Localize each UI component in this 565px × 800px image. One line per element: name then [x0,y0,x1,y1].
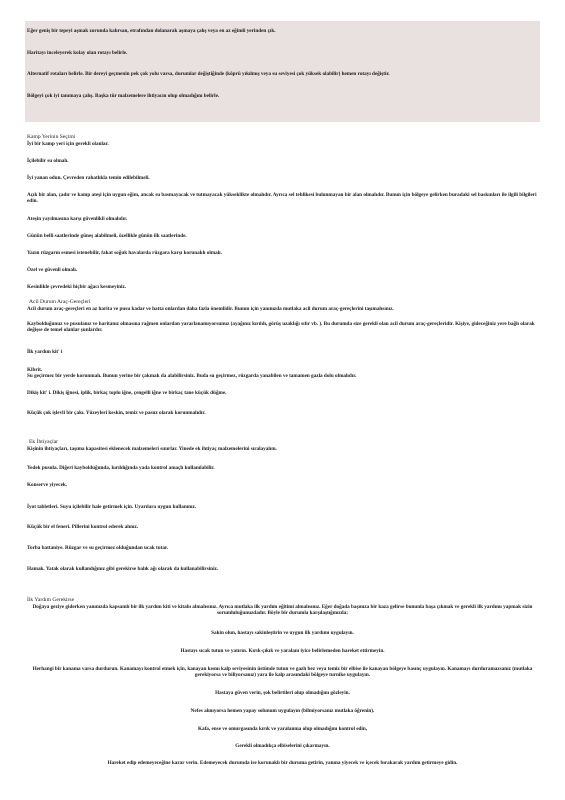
extra-item: Torba battaniye. Rüzgar ve su geçirmez olduğundan ucak tutar. [27,545,169,551]
note-line: Haritayı inceleyerek kolay olan rotayı belirle. [27,50,128,56]
extra-intro: Kişinin ihtiyaçları, taşıma kapasitesi eklenecek malzemeleri sınırlar. Yinede ek ihtiyaç malzemelerini sıralayalım. [27,446,277,452]
extra-item: Hamak. Yatak olarak kullandığınız gibi gerekirse balık ağı olarak da kullanabilirsiniz. [27,566,219,572]
note-line: Eğer geniş bir tepeyi aşmak zorunda kalırsan, etrafından dolanarak aşmaya çalış veya en az eğimli yerinden çık. [27,28,276,34]
first-aid-step: Sakin olun, hastayı sakinleştirin ve uygun ilk yardımı uygulayın. [211,630,354,636]
kibrit-title: Kibrit. [27,367,43,373]
camp-item: Özel ve güvenli olmalı. [27,267,78,273]
first-aid-step: Hastayı sıcak tutun ve yatırın. Kırık-çıkık ve yaralanı iyice belirlemeden hareket ettirmeyin. [180,648,385,654]
first-aid-step: Kafa, ense ve omurgasında kırık ve yaralanma olup olmadığını kontrol edin, [197,726,368,732]
section-heading-extra: Ek İhtiyaçlar [29,439,59,445]
camp-intro: İyi bir kamp yeri için gerekli olanlar. [27,141,109,147]
first-aid-step: Nefes alınıyorsa hemen yapay solunum uygulayın (bilmiyorsanız mutlaka öğrenin). [190,708,375,714]
sewing-kit-text: Dikiş kit' i. Dikiş iğnesi, iplik, birkaç toplu iğne, çengelli iğne ve birkaç tane küçük düğme. [27,390,227,396]
emergency-intro: Acil durum araç-gereçleri en az harita ve pusu kadar ve hatta onlardan daha fazla önemlidir. Bunun için yanınızda mutlaka acil durum araç-gereçlerini taşımalısınız. [27,306,394,312]
camp-item: Açık bir alan, çadır ve kamp ateşi için uygun eğim, ancak su basmayacak ve tutmayacak yükseklikte olmalıdır. Ayrıca sel tehlikesi bulunmayan bir alan olmalıdır. Bunun için bölgeye gelirken buradaki sel baskınları ile ilgili bilgileri edin. [27,192,537,205]
emergency-paragraph: Kaybolduğunuz ve pusulanız ve haritanız olmasına rağmen onlardan yararlanamıyorsunuz (ayağınız kırıldı, görüş uzaklığı sıfır vb. ). Bu durumda size gerekli olan acil durum araç-gereçleridir. Kişiye, gideceğiniz yere bağlı olarak değişse de temel olanlar şunlardır. [27,321,535,334]
first-aid-step: Hareket edip edemeyeceğine karar verin. Edemeyecek durumda ise korunaklı bir duruma getirin, yanına yiyecek ve içecek bırakarak yardım getirmeye gidin. [107,760,458,766]
camp-item: Ateşin yayılmasına karşı güvenlikli olmalıdır. [27,216,128,222]
extra-item: Yedek pusula. Diğeri kaybolduğunda, kırıldığında yada kontrol amaçlı kullanılabilir. [27,465,215,471]
camp-item: Kesinlikle çevredeki hiçbir ağacı kesmeyiniz. [27,284,127,290]
first-aid-step: Hastaya güven verin, şok belirtileri olup olmadığını gözleyin. [215,690,350,696]
first-aid-step: Herhangi bir kanama varsa durdurun. Kanamayı kontrol etmek için, kanayan kısmı kalp seviyesinin üstünde tutun ve gazlı bez veya temiz bir elbise ile kanayan bölgeye basınç uygulayın. Kanamayı durduramazsanız (mutlaka gerekiyorsa ve biliyorsanız) yara ile kalp arasındaki bölgeye turnike uygulayın. [32,666,533,679]
extra-item: İyot tabletleri. Suyu içilebilir hale getirmek için. Uyarılara uygun kullanınız. [27,504,197,510]
extra-item: Küçük bir el feneri. Pillerini kontrol ederek alınız. [27,524,139,530]
first-aid-step: Gerekli olmadıkça elbiselerini çıkarmayın. [235,743,330,749]
section-heading-first-aid: İlk Yardım Gerekirse [27,597,75,603]
section-heading-emergency: Acil Durum Araç-Gereçleri [29,299,91,305]
camp-item: Günün belli saatlerinde güneş alabilmeli, özellikle günün ilk saatlerinde. [27,233,187,239]
pocket-knife-text: Küçük çok işlevli bir çakı. Yüzeyleri keskin, temiz ve pasuz olarak korunmalıdır. [27,410,206,416]
camp-item: İçilebilir su olmalı. [27,158,69,164]
note-line: Bölgeyi çok iyi tanımaya çalış. Başka tür malzemelere ihtiyacın olup olmadığını belirle. [27,93,220,99]
camp-item: Yazın rüzgarın esmesi istenebilir, fakat soğuk havalarda rüzgara karşı korunaklı olmalı. [27,250,222,256]
section-heading-camp: Kamp Yerinin Seçimi [27,134,76,140]
kibrit-text: Su geçirmez bir yerde korunmalı. Bunun yerine bir çakmak da alabilirsiniz. Buda su geçirmez, rüzgarda yanabilen ve tamamen gazla dolu olmalıdır. [27,373,357,379]
camp-item: İyi yanan odun. Çevreden rahatlıkla temin edilebilmeli. [27,175,150,181]
first-aid-kit-label: İlk yardım kit' i [27,349,63,355]
extra-item: Konserve yiyecek. [27,482,68,488]
note-line: Alternatif rotaları belirle. Bir dereyi geçmenin pek çok yolu varsa, durumlar değiştiğinde (köprü yıkılmış veya su seviyesi çok yüksek olabilir) hemen rotayı değiştir. [27,71,390,77]
first-aid-intro: Doğaya geziye giderken yanınızda kapsamlı bir ilk yardım kiti ve kitabı almalısınız. Ayrıca mutlaka ilk yardım eğitimi almalısınız. Eğer doğada başınıza bir kaza gelirse bununla başa çıkmak ve gerekli ilk yardımı yapmak sizin sorumluluğunuzdadır. Böyle bir durumla karşılaştığınızda; [32,604,533,617]
